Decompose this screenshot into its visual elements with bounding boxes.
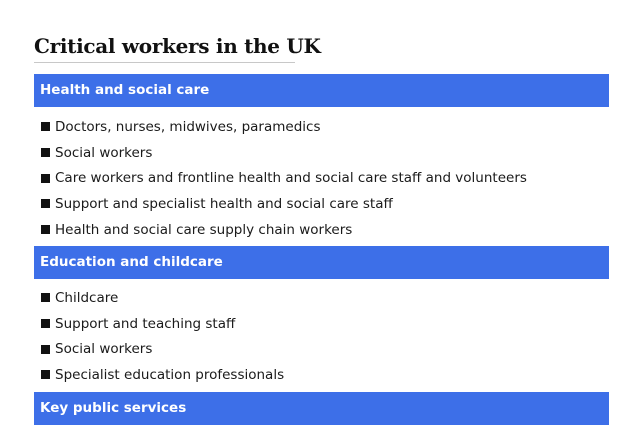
list-item: [41, 191, 527, 217]
list-item: [41, 362, 284, 388]
list-item-text: Social workers: [55, 144, 153, 161]
list-item-text: Support and teaching staff: [55, 315, 236, 332]
list-item-text: Social workers: [55, 341, 153, 358]
square-bullet-icon: [41, 293, 50, 302]
list-item: [41, 311, 284, 337]
square-bullet-icon: [41, 174, 50, 183]
square-bullet-icon: [41, 225, 50, 234]
square-bullet-icon: [41, 319, 50, 328]
list-item: [41, 165, 527, 191]
title-divider: [34, 62, 295, 63]
list-item-text: Doctors, nurses, midwives, paramedics: [55, 118, 321, 135]
list-item-text: Health and social care supply chain workers: [55, 221, 353, 238]
list-item-text: Care workers and frontline health and social care staff and volunteers: [55, 170, 527, 187]
list-item-text: Specialist education professionals: [55, 366, 285, 383]
square-bullet-icon: [41, 148, 50, 157]
list-item: [41, 285, 284, 311]
list-item: [41, 114, 527, 140]
square-bullet-icon: [41, 345, 50, 354]
section-header-health-social-care: Health and social care: [34, 74, 609, 107]
page-title: Critical workers in the UK: [34, 34, 321, 58]
list-education-childcare: [41, 285, 284, 388]
section-header-key-public-services: Key public services: [34, 392, 609, 425]
list-item-text: Support and specialist health and social care staff: [55, 195, 393, 212]
list-item: [41, 140, 527, 166]
list-item: [41, 336, 284, 362]
list-item: [41, 217, 527, 243]
square-bullet-icon: [41, 199, 50, 208]
list-item-text: Childcare: [55, 289, 119, 306]
square-bullet-icon: [41, 122, 50, 131]
square-bullet-icon: [41, 370, 50, 379]
list-health-social-care: [41, 114, 527, 242]
section-header-education-childcare: Education and childcare: [34, 246, 609, 279]
